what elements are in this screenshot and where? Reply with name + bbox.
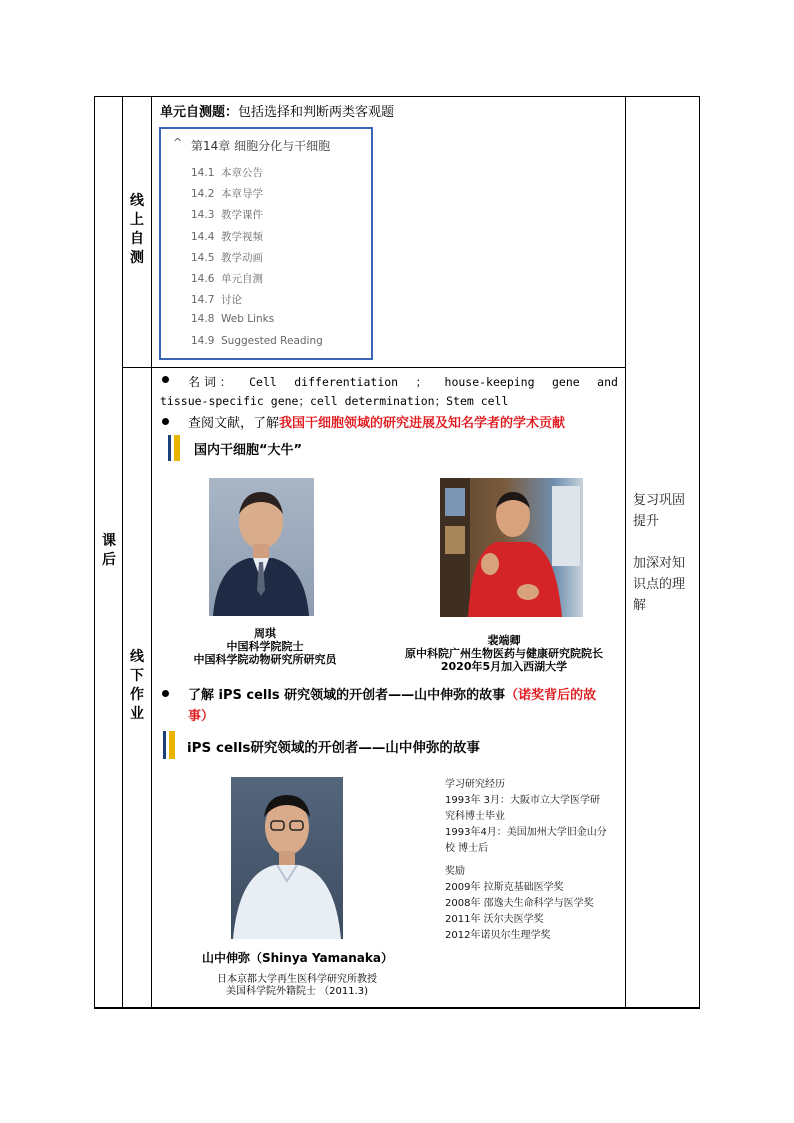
person2-position: 2020年5月加入西湖大学 bbox=[440, 660, 568, 673]
study-entry: 1993年4月：美国加州大学旧金山分 bbox=[445, 827, 607, 838]
award-entry: 2011年 沃尔夫医学奖 bbox=[445, 914, 544, 925]
domestic-heading: 国内干细胞“大牛” bbox=[194, 443, 303, 458]
chapter-item-number: 14.1 bbox=[191, 167, 215, 179]
heading-bar-navy bbox=[168, 435, 171, 461]
study-title: 学习研究经历 bbox=[445, 779, 505, 790]
heading-bar-yellow bbox=[169, 731, 175, 759]
bullet-dot bbox=[162, 690, 169, 697]
chapter-item-number: 14.2 bbox=[191, 188, 215, 201]
person2-name: 裴端卿 bbox=[487, 634, 521, 647]
vertical-char: 后 bbox=[102, 552, 116, 568]
zhou-qi-photo bbox=[209, 478, 314, 616]
award-entry: 2009年 拉斯克基础医学奖 bbox=[445, 882, 564, 893]
chapter-item-number: 14.6 bbox=[191, 273, 215, 285]
person1-name: 周琪 bbox=[254, 627, 276, 640]
chapter-menu-item[interactable] bbox=[191, 229, 263, 244]
person2-caption bbox=[400, 634, 608, 673]
bullet-dot bbox=[162, 418, 169, 425]
after-class-label bbox=[99, 532, 119, 570]
term-cell: Cell bbox=[249, 375, 277, 389]
table-col-divider-2 bbox=[151, 96, 152, 1009]
award-entry: 2008年 邵逸夫生命科学与医学奖 bbox=[445, 898, 594, 909]
ips-line-1 bbox=[188, 684, 596, 703]
yamanaka-photo bbox=[231, 777, 343, 939]
ips-prefix: 了解 iPS cells 研究领域的开创者——山中伸弥的故事 bbox=[188, 688, 506, 703]
right-note-line: 加深对知 bbox=[633, 556, 686, 571]
term-differentiation: differentiation bbox=[294, 375, 399, 389]
right-note-line: 识点的理 bbox=[633, 577, 686, 592]
yamanaka-title-2: 美国科学院外籍院士 （2011.3) bbox=[225, 986, 369, 997]
right-note-line: 提升 bbox=[633, 514, 660, 529]
vertical-char: 线 bbox=[130, 649, 144, 665]
chapter-menu-item[interactable] bbox=[191, 186, 263, 201]
literature-line bbox=[188, 412, 565, 431]
table-col-divider-1 bbox=[122, 96, 123, 1009]
study-entry: 究科博士毕业 bbox=[445, 811, 505, 822]
study-entry: 1993年 3月：大阪市立大学医学研 bbox=[445, 795, 600, 806]
table-left-border bbox=[94, 96, 95, 1009]
awards-title: 奖励 bbox=[445, 866, 465, 877]
vertical-char: 自 bbox=[130, 231, 144, 247]
vertical-char: 课 bbox=[102, 533, 116, 549]
chapter-item-number: 14.3 bbox=[191, 209, 215, 222]
unit-test-label: 单元自测题： bbox=[160, 105, 239, 120]
chapter-item-number: 14.7 bbox=[191, 294, 215, 307]
ips-heading: iPS cells研究领域的开创者——山中伸弥的故事 bbox=[187, 740, 480, 756]
portrait-illustration bbox=[231, 777, 343, 939]
term-and: and bbox=[597, 375, 618, 389]
vertical-char: 线 bbox=[130, 193, 144, 209]
chapter-menu-item[interactable] bbox=[191, 313, 274, 325]
vertical-char: 作 bbox=[130, 687, 144, 703]
person1-caption bbox=[190, 627, 340, 666]
chapter-item-label: 教学课件 bbox=[221, 209, 263, 222]
vertical-char: 下 bbox=[130, 668, 144, 684]
chapter-menu-item[interactable] bbox=[191, 250, 263, 265]
table-right-border bbox=[699, 96, 700, 1009]
award-entry: 2012年诺贝尔生理学奖 bbox=[445, 930, 551, 941]
portrait-illustration bbox=[440, 478, 583, 617]
chapter-item-label: 本章导学 bbox=[221, 188, 263, 201]
chapter-item-label: Web Links bbox=[221, 313, 275, 326]
terms-text bbox=[188, 372, 618, 393]
vertical-char: 上 bbox=[130, 212, 144, 228]
heading-bar-yellow bbox=[174, 435, 180, 461]
table-row-divider bbox=[122, 367, 626, 368]
table-col-divider-3 bbox=[625, 96, 626, 1009]
terms-prefix: 名 词 ： bbox=[188, 375, 232, 389]
chapter-item-label: 单元自测 bbox=[221, 273, 263, 285]
ips-highlight-2: 事） bbox=[188, 709, 215, 724]
chapter-item-label: 本章公告 bbox=[221, 167, 263, 179]
chapter-item-label: Suggested Reading bbox=[221, 334, 323, 347]
chapter-item-number: 14.4 bbox=[191, 230, 215, 243]
person1-position: 中国科学院动物研究所研究员 bbox=[193, 653, 337, 666]
bullet-dot bbox=[162, 376, 169, 383]
online-test-label bbox=[127, 192, 147, 268]
chapter-item-label: 讨论 bbox=[221, 294, 242, 307]
unit-test-desc: 包括选择和判断两类客观题 bbox=[238, 105, 395, 120]
chapter-menu-panel bbox=[159, 127, 373, 360]
chapter-item-number: 14.8 bbox=[191, 313, 215, 326]
chapter-menu-item[interactable] bbox=[191, 271, 263, 286]
term-gene: gene bbox=[551, 375, 580, 389]
term-house-keeping: house-keeping bbox=[444, 375, 535, 389]
person1-title: 中国科学院院士 bbox=[226, 640, 304, 653]
chapter-menu-item[interactable] bbox=[191, 335, 323, 347]
literature-highlight: 我国干细胞领域的研究进展及知名学者的学术贡献 bbox=[279, 416, 566, 431]
terms-line-1 bbox=[188, 372, 618, 393]
right-note bbox=[633, 490, 685, 616]
chapter-menu-item[interactable] bbox=[191, 165, 263, 180]
chapter-item-label: 教学视频 bbox=[221, 230, 263, 243]
pei-duanqing-photo bbox=[440, 478, 583, 617]
heading-bar-navy bbox=[163, 731, 166, 759]
term-separator: ； bbox=[415, 375, 428, 389]
chapter-menu-item[interactable] bbox=[191, 292, 242, 307]
yamanaka-name: 山中伸弥（Shinya Yamanaka） bbox=[202, 951, 393, 965]
chapter-title[interactable]: 第14章 细胞分化与干细胞 bbox=[191, 139, 331, 153]
table-top-border bbox=[94, 96, 700, 97]
study-entry: 校 博士后 bbox=[445, 843, 489, 854]
portrait-illustration bbox=[209, 478, 314, 616]
yamanaka-titles bbox=[204, 974, 390, 998]
chevron-up-icon[interactable]: ^ bbox=[173, 136, 183, 149]
right-note-line: 解 bbox=[633, 598, 647, 613]
vertical-char: 测 bbox=[130, 250, 144, 266]
right-note-line: 复习巩固 bbox=[633, 493, 686, 508]
chapter-menu-item[interactable] bbox=[191, 207, 263, 222]
table-bottom-border bbox=[94, 1007, 700, 1009]
right-note-spacer bbox=[633, 532, 685, 553]
person2-title: 原中科院广州生物医药与健康研究院院长 bbox=[405, 647, 603, 660]
terms-line-2: tissue-specific gene；cell determination；Stem cell bbox=[160, 394, 509, 408]
yamanaka-title-1: 日本京都大学再生医科学研究所教授 bbox=[217, 974, 377, 985]
vertical-char: 业 bbox=[130, 706, 144, 722]
literature-prefix: 查阅文献，了解 bbox=[188, 416, 280, 431]
unit-test-line bbox=[160, 101, 394, 120]
offline-homework-label bbox=[127, 648, 147, 724]
chapter-item-number: 14.9 bbox=[191, 334, 215, 347]
chapter-item-label: 教学动画 bbox=[221, 251, 263, 264]
chapter-item-number: 14.5 bbox=[191, 251, 215, 264]
ips-highlight-1: （诺奖背后的故 bbox=[505, 688, 597, 703]
